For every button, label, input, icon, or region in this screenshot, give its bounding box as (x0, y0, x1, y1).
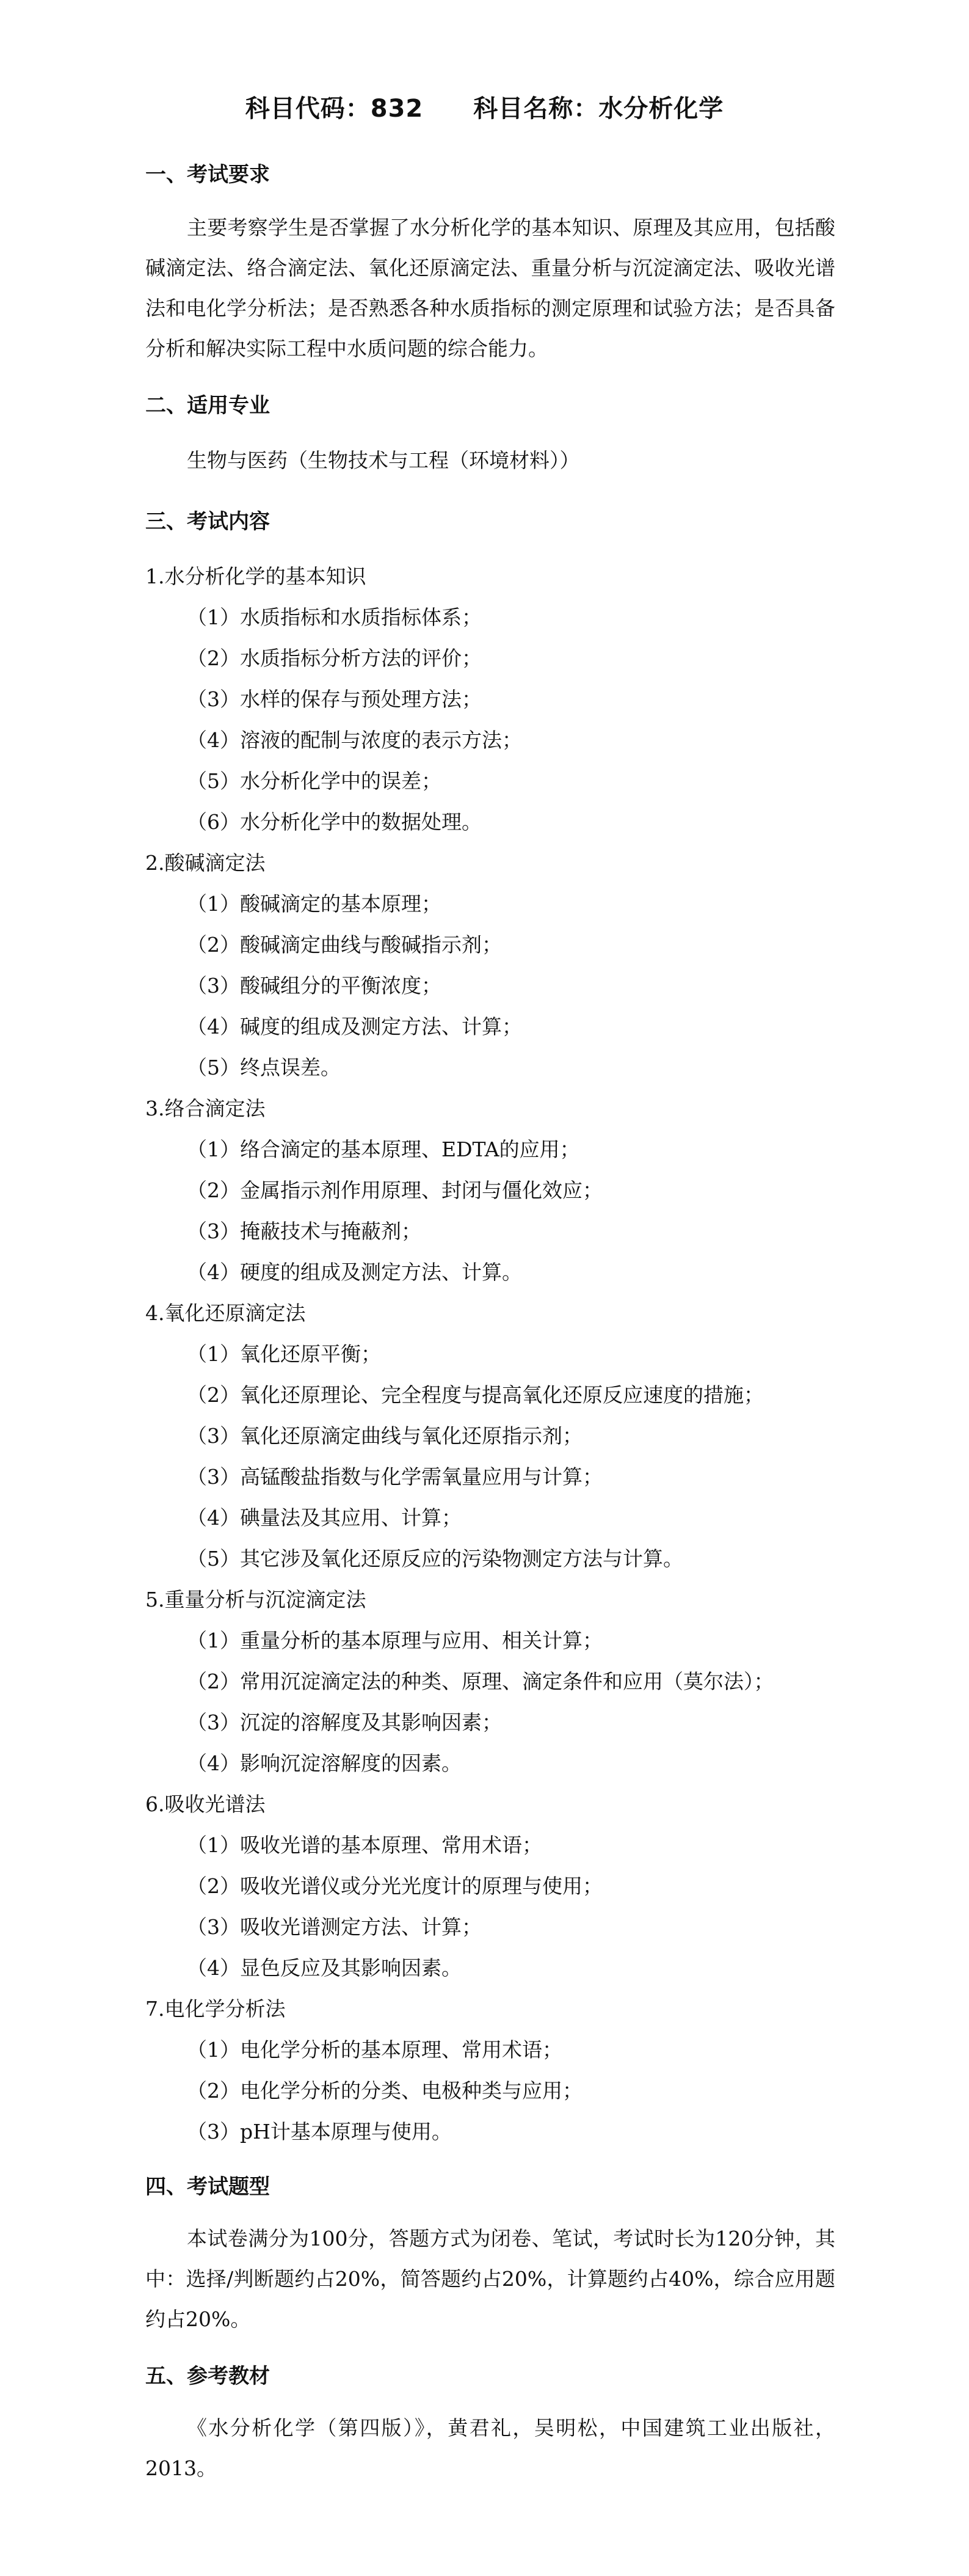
topic-item: （4）碱度的组成及测定方法、计算； (187, 1015, 522, 1038)
topic-title: 6.吸收光谱法 (145, 1792, 266, 1816)
topic-item: （4）碘量法及其应用、计算； (187, 1506, 462, 1530)
topic-item: （3）pH计基本原理与使用。 (187, 2120, 452, 2144)
topic-item: （1）重量分析的基本原理与应用、相关计算； (187, 1629, 603, 1652)
topic-item: （5）水分析化学中的误差； (187, 769, 441, 793)
topic-title: 3.络合滴定法 (145, 1096, 266, 1120)
topic-item: （4）显色反应及其影响因素。 (187, 1956, 462, 1980)
topic-item: （3）酸碱组分的平衡浓度； (187, 974, 441, 998)
topic-title: 2.酸碱滴定法 (145, 851, 266, 875)
topic-item: （2）金属指示剂作用原理、封闭与僵化效应； (187, 1178, 603, 1202)
topic-item: （4）影响沉淀溶解度的因素。 (187, 1751, 462, 1775)
topic-title: 5.重量分析与沉淀滴定法 (145, 1588, 366, 1611)
topic-item: （6）水分析化学中的数据处理。 (187, 810, 482, 834)
document-title: 科目代码：832 科目名称：水分析化学 (245, 95, 724, 123)
section-heading-format: 四、考试题型 (145, 2175, 270, 2199)
topic-item: （4）溶液的配制与浓度的表示方法； (187, 728, 522, 752)
topic-item: （5）终点误差。 (187, 1056, 341, 1079)
topic-item: （3）高锰酸盐指数与化学需氧量应用与计算； (187, 1465, 603, 1489)
topic-item: （2）氧化还原理论、完全程度与提高氧化还原反应速度的措施； (187, 1383, 764, 1407)
topic-item: （5）其它涉及氧化还原反应的污染物测定方法与计算。 (187, 1547, 683, 1571)
topic-item: （1）水质指标和水质指标体系； (187, 605, 482, 629)
format-paragraph: 本试卷满分为100分，答题方式为闭卷、笔试，考试时长为120分钟，其中：选择/判断题约占20%，简答题约占20%，计算题约占40%，综合应用题约占20%。 (145, 2227, 835, 2331)
topic-item: （1）氧化还原平衡； (187, 1342, 381, 1366)
topic-item: （2）酸碱滴定曲线与酸碱指示剂； (187, 933, 502, 957)
requirements-paragraph: 主要考察学生是否掌握了水分析化学的基本知识、原理及其应用，包括酸碱滴定法、络合滴定法、氧化还原滴定法、重量分析与沉淀滴定法、吸收光谱法和电化学分析法；是否熟悉各种水质指标的测定原理和试验方法；是否具备分析和解决实际工程中水质问题的综合能力。 (145, 216, 835, 360)
topic-item: （2）水质指标分析方法的评价； (187, 646, 482, 670)
section-heading-textbook: 五、参考教材 (145, 2364, 270, 2388)
section-heading-majors: 二、适用专业 (145, 393, 270, 418)
topic-item: （4）硬度的组成及测定方法、计算。 (187, 1260, 522, 1284)
topic-item: （3）沉淀的溶解度及其影响因素； (187, 1710, 502, 1734)
topic-item: （1）酸碱滴定的基本原理； (187, 892, 441, 916)
topic-item: （2）吸收光谱仪或分光光度计的原理与使用； (187, 1874, 603, 1898)
textbook-paragraph: 《水分析化学（第四版）》，黄君礼，吴明松，中国建筑工业出版社，2013。 (145, 2416, 835, 2480)
topic-title: 1.水分析化学的基本知识 (145, 564, 366, 588)
topic-item: （3）掩蔽技术与掩蔽剂； (187, 1219, 421, 1243)
section-heading-requirements: 一、考试要求 (145, 162, 270, 187)
section-heading-content: 三、考试内容 (145, 509, 270, 534)
topic-item: （1）吸收光谱的基本原理、常用术语； (187, 1833, 542, 1857)
majors-text: 生物与医药（生物技术与工程（环境材料）） (187, 448, 580, 472)
topic-item: （3）水样的保存与预处理方法； (187, 687, 482, 711)
topic-title: 7.电化学分析法 (145, 1997, 286, 2021)
topic-item: （1）络合滴定的基本原理、EDTA的应用； (187, 1137, 580, 1161)
topic-item: （3）氧化还原滴定曲线与氧化还原指示剂； (187, 1424, 582, 1448)
topic-item: （3）吸收光谱测定方法、计算； (187, 1915, 482, 1939)
topic-title: 4.氧化还原滴定法 (145, 1301, 306, 1325)
topic-item: （2）电化学分析的分类、电极种类与应用； (187, 2079, 582, 2103)
topic-item: （2）常用沉淀滴定法的种类、原理、滴定条件和应用（莫尔法）； (187, 1669, 774, 1693)
topic-item: （1）电化学分析的基本原理、常用术语； (187, 2038, 562, 2062)
